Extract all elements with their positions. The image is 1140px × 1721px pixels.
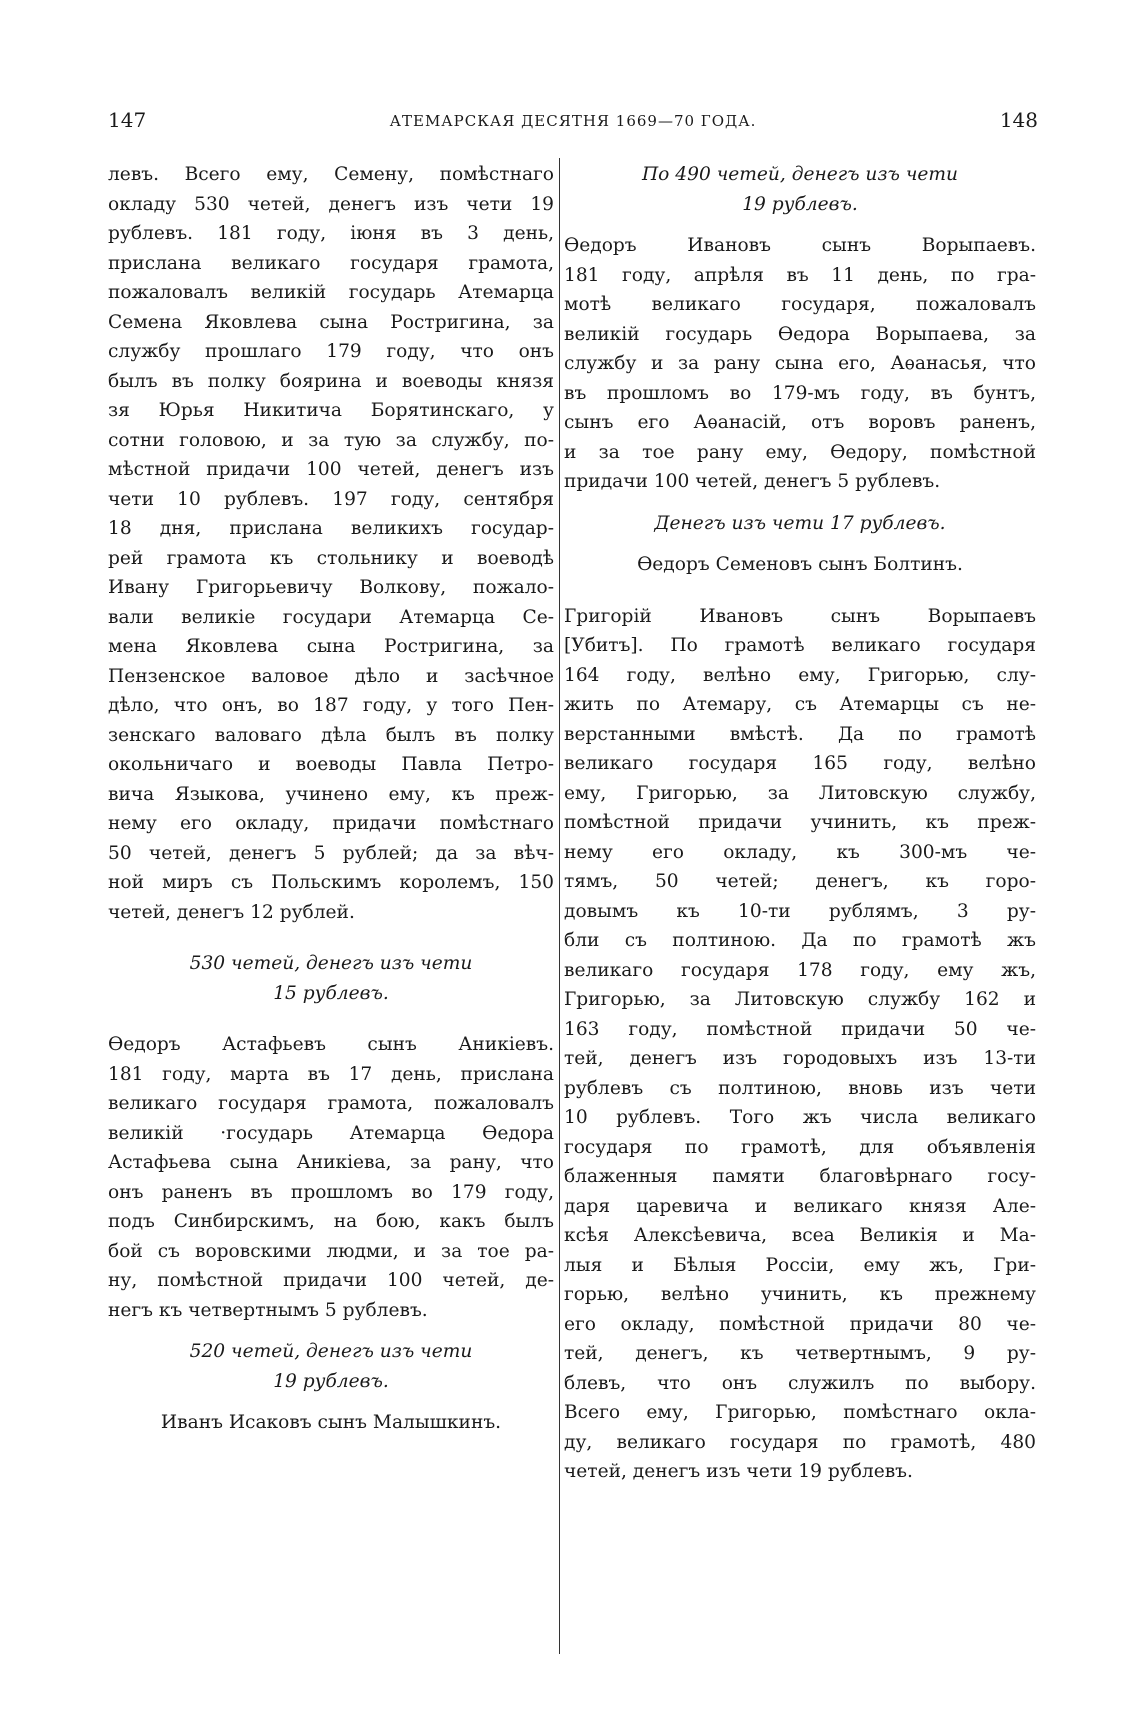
text-line: великаго государя 165 году, велѣно <box>564 753 1036 774</box>
text-line: дѣло, что онъ, во 187 году, у того Пен- <box>108 695 554 716</box>
right-paragraph-1 <box>564 231 1036 497</box>
text-line: прислана великаго государя грамота, <box>108 252 554 274</box>
text-line: мѣстной придачи 100 четей, денегъ изъ <box>108 459 554 480</box>
text-line: нему его окладу, придачи помѣстнаго <box>108 813 554 834</box>
left-heading-2 <box>108 1337 554 1396</box>
text-line: въ прошломъ во 179-мъ году, въ бунтъ, <box>564 382 1036 404</box>
text-line: 164 году, велѣно ему, Григорью, слу- <box>564 664 1036 686</box>
text-line: ной миръ съ Польскимъ королемъ, 150 <box>108 872 554 893</box>
text-line: 50 четей, денегъ 5 рублей; да за вѣч- <box>108 842 554 864</box>
text-line: службу прошлаго 179 году, что онъ <box>108 341 554 362</box>
text-line: бой съ воровскими людми, и за тое ра- <box>108 1240 554 1262</box>
text-line: сотни головою, и за тую за службу, по- <box>108 429 554 451</box>
text-line: великаго государя грамота, пожаловалъ <box>108 1093 554 1114</box>
page-header <box>108 108 1038 142</box>
text-line: 18 дня, прислана великихъ государ- <box>108 518 554 539</box>
text-line: лыя и Бѣлыя Россіи, ему жъ, Гри- <box>564 1254 1036 1276</box>
text-line: даря царевича и великаго князя Але- <box>564 1195 1036 1217</box>
text-line: чети 10 рублевъ. 197 году, сентября <box>108 488 554 510</box>
text-line: левъ. Всего ему, Семену, помѣстнаго <box>108 164 554 185</box>
text-line: ну, помѣстной придачи 100 четей, де- <box>108 1270 554 1291</box>
text-line: блаженныя памяти благовѣрнаго госу- <box>564 1166 1036 1187</box>
heading-line: По 490 четей, денегъ изъ чети <box>641 164 959 185</box>
heading-line: 520 четей, денегъ изъ чети <box>189 1341 473 1362</box>
heading-line: 19 рублевъ. <box>273 1370 389 1392</box>
text-line: тямъ, 50 четей; денегъ, къ горо- <box>564 871 1036 892</box>
column-divider <box>559 158 560 1654</box>
text-line: подъ Синбирскимъ, на бою, какъ былъ <box>108 1211 554 1232</box>
text-line: ему, Григорью, за Литовскую службу, <box>564 782 1036 804</box>
right-heading-1 <box>564 160 1036 219</box>
text-line: 181 году, марта въ 17 день, прислана <box>108 1063 554 1085</box>
text-line: великій государь Ѳедора Ворыпаева, за <box>564 323 1036 345</box>
text-line: бли съ полтиною. Да по грамотѣ жъ <box>564 930 1036 951</box>
text-line: [Убитъ]. По грамотѣ великаго государя <box>564 635 1036 656</box>
text-line: службу и за рану сына его, Аѳанасья, что <box>564 353 1036 374</box>
text-line: тей, денегъ, къ четвертнымъ, 9 ру- <box>564 1343 1036 1364</box>
text-line: Ѳедоръ Астафьевъ сынъ Аникіевъ. <box>108 1034 554 1055</box>
right-heading-2 <box>564 509 1036 539</box>
running-title: АТЕМАРСКАЯ ДЕСЯТНЯ 1669—70 ГОДА. <box>389 112 757 130</box>
text-line: блевъ, что онъ служилъ по выбору. <box>564 1372 1036 1394</box>
text-line: его окладу, помѣстной придачи 80 че- <box>564 1313 1036 1335</box>
text-line: четей, денегъ 12 рублей. <box>108 901 355 923</box>
left-paragraph-1 <box>108 160 554 927</box>
left-paragraph-3-text: Иванъ Исаковъ сынъ Малышкинъ. <box>160 1412 502 1433</box>
text-line: Семена Яковлева сына Ростригина, за <box>108 311 554 333</box>
right-heading-2-text: Денегъ изъ чети 17 рублевъ. <box>654 512 946 534</box>
text-line: 163 году, помѣстной придачи 50 че- <box>564 1018 1036 1040</box>
left-paragraph-2 <box>108 1030 554 1325</box>
right-paragraph-2-text: Ѳедоръ Семеновъ сынъ Болтинъ. <box>637 554 963 575</box>
text-line: мотѣ великаго государя, пожаловалъ <box>564 294 1036 315</box>
text-line: рей грамота къ стольнику и воеводѣ <box>108 547 554 569</box>
text-line: Ивану Григорьевичу Волкову, пожало- <box>108 577 554 598</box>
text-line: придачи 100 четей, денегъ 5 рублевъ. <box>564 471 941 492</box>
text-line: Астафьева сына Аникіева, за рану, что <box>108 1152 554 1173</box>
text-line: былъ въ полку боярина и воеводы князя <box>108 370 554 392</box>
text-line: четей, денегъ изъ чети 19 рублевъ. <box>564 1461 913 1482</box>
text-line: государя по грамотѣ, для объявленія <box>564 1136 1036 1158</box>
left-paragraph-3 <box>108 1408 554 1438</box>
text-line: великій ·государь Атемарца Ѳедора <box>108 1122 554 1144</box>
text-line: окольничаго и воеводы Павла Петро- <box>108 754 554 775</box>
text-line: 181 году, апрѣля въ 11 день, по гра- <box>564 264 1036 286</box>
page-number-left: 147 <box>108 108 147 132</box>
text-line: горью, велѣно учинить, къ прежнему <box>564 1284 1036 1305</box>
text-line: Пензенское валовое дѣло и засѣчное <box>108 665 554 687</box>
heading-line: 19 рублевъ. <box>742 193 858 215</box>
text-line: великаго государя 178 году, ему жъ, <box>564 959 1036 981</box>
right-column <box>564 160 1036 1487</box>
text-line: рублевъ. 181 году, іюня въ 3 день, <box>108 223 554 244</box>
text-line: онъ раненъ въ прошломъ во 179 году, <box>108 1181 554 1203</box>
text-line: помѣстной придачи учинить, къ преж- <box>564 812 1036 833</box>
text-line: зя Юрья Никитича Борятинскаго, у <box>108 400 554 421</box>
text-line: пожаловалъ великій государь Атемарца <box>108 282 554 303</box>
right-paragraph-3 <box>564 602 1036 1487</box>
text-line: жить по Атемару, съ Атемарцы съ не- <box>564 694 1036 715</box>
text-line: сынъ его Аѳанасій, отъ воровъ раненъ, <box>564 412 1036 433</box>
text-line: довымъ къ 10-ти рублямъ, 3 ру- <box>564 900 1036 922</box>
text-line: нему его окладу, къ 300-мъ че- <box>564 841 1036 863</box>
text-line: негъ къ четвертнымъ 5 рублевъ. <box>108 1299 428 1321</box>
text-line: мена Яковлева сына Ростригина, за <box>108 636 554 657</box>
text-line: вича Языкова, учинено ему, къ преж- <box>108 783 554 805</box>
text-line: ксѣя Алексѣевича, всеа Великія и Ма- <box>564 1225 1036 1246</box>
left-column <box>108 160 554 1438</box>
text-line: верстанными вмѣстѣ. Да по грамотѣ <box>564 723 1036 745</box>
text-line: и за тое рану ему, Ѳедору, помѣстной <box>564 441 1036 463</box>
text-line: рублевъ съ полтиною, вновь изъ чети <box>564 1077 1036 1099</box>
right-paragraph-2 <box>564 550 1036 580</box>
left-heading-1 <box>108 949 554 1008</box>
text-line: ду, великаго государя по грамотѣ, 480 <box>564 1431 1036 1453</box>
text-line: тей, денегъ изъ городовыхъ изъ 13-ти <box>564 1048 1036 1069</box>
page-number-right: 148 <box>999 108 1038 132</box>
heading-line: 530 четей, денегъ изъ чети <box>189 953 473 974</box>
text-line: Всего ему, Григорью, помѣстнаго окла- <box>564 1402 1036 1423</box>
text-line: вали великіе государи Атемарца Се- <box>108 606 554 628</box>
text-line: Григорью, за Литовскую службу 162 и <box>564 989 1036 1010</box>
heading-line: 15 рублевъ. <box>273 982 389 1004</box>
text-line: зенскаго валоваго дѣла былъ въ полку <box>108 724 554 746</box>
text-line: Ѳедоръ Ивановъ сынъ Ворыпаевъ. <box>564 235 1036 256</box>
text-line: 10 рублевъ. Того жъ числа великаго <box>564 1107 1036 1128</box>
text-line: окладу 530 четей, денегъ изъ чети 19 <box>108 193 554 215</box>
text-line: Григорій Ивановъ сынъ Ворыпаевъ <box>564 605 1036 627</box>
